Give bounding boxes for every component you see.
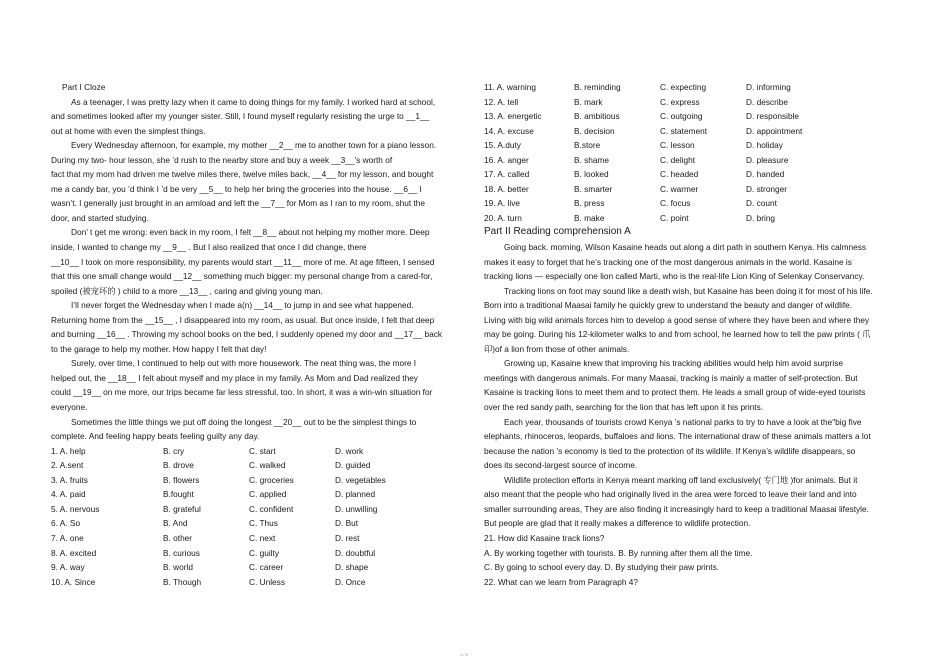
- option-choice: B.fought: [163, 489, 194, 500]
- passage-line: could __19__ on me more, our trips became far less stressful, too. In short, it was a win-win situation for: [51, 387, 433, 398]
- passage-line: Living with big wild animals forces him to develop a good sense of where they have been and where they: [484, 314, 870, 325]
- option-choice: D. stronger: [746, 183, 788, 194]
- option-choice: B. press: [574, 198, 605, 209]
- option-row: [484, 211, 904, 226]
- passage-line: inside, I wanted to change my __9__ . But I also realized that once I did change, there: [51, 242, 367, 253]
- option-choice: D. appointment: [746, 125, 803, 136]
- passage-line: fact that my mom had driven me twelve miles there, twelve miles back, __4__ for my lesson, and bought: [51, 169, 434, 180]
- option-choice: C. Thus: [249, 518, 278, 529]
- option-choice: B. And: [163, 518, 188, 529]
- option-choice: 18. A. better: [484, 183, 529, 194]
- option-choice: 17. A. called: [484, 169, 530, 180]
- option-choice: D. holiday: [746, 140, 783, 151]
- option-choice: C. guilty: [249, 547, 279, 558]
- option-choice: C. next: [249, 532, 276, 543]
- option-choice: 11. A. warning: [484, 82, 536, 92]
- passage-line: 21. How did Kasaine track lions?: [484, 532, 605, 543]
- reading-passage: [484, 240, 904, 589]
- option-choice: D. handed: [746, 169, 785, 180]
- option-choice: D. work: [335, 445, 364, 456]
- option-choice: B.store: [574, 140, 601, 151]
- option-choice: D. guided: [335, 460, 371, 471]
- option-row: [51, 487, 464, 502]
- passage-line: Tracking lions on foot may sound like a death wish, but Kasaine has been doing it for most of his life.: [504, 285, 873, 296]
- option-choice: 20. A. turn: [484, 212, 522, 223]
- option-row: [484, 95, 904, 110]
- option-choice: D. responsible: [746, 111, 800, 122]
- option-row: [51, 546, 464, 561]
- option-choice: B. ambitious: [574, 111, 620, 122]
- option-row: [51, 575, 464, 590]
- passage-line: __10__ I took on more responsibility, my parents would start __11__ more of me. At age fifteen, I sensed: [51, 256, 435, 267]
- part-two-title: Part II Reading comprehension A: [484, 226, 631, 238]
- option-choice: D. bring: [746, 212, 776, 223]
- option-choice: 9. A. way: [51, 562, 85, 573]
- option-row: [51, 444, 464, 459]
- passage-line: A. By working together with tourists. B. By running after them all the time.: [484, 547, 753, 558]
- passage-line: Don’ t get me wrong: even back in my room, I felt __8__ about not helping my mother more. Deep: [71, 227, 430, 238]
- option-choice: 16. A. anger: [484, 154, 529, 165]
- passage-line: Each year, thousands of tourists crowd Kenya ’s national parks to try to have a look at the"big five: [504, 416, 862, 427]
- option-choice: C. confident: [249, 503, 294, 514]
- option-row: [484, 182, 904, 197]
- passage-line: complete. And feeling happy beats feeling guilty any day.: [51, 431, 260, 442]
- passage-line: Born into a traditional Maasai family he quickly grew to understand the beauty and danger of wildlife.: [484, 300, 853, 311]
- passage-line: everyone.: [51, 402, 88, 413]
- option-choice: 15. A.duty: [484, 140, 521, 151]
- option-row: [484, 124, 904, 139]
- option-choice: D. unwilling: [335, 503, 378, 514]
- option-choice: B. mark: [574, 96, 603, 107]
- passage-line: that this one small change would __12__ something much bigger: my personal change from a cared-for,: [51, 271, 433, 282]
- option-choice: C. walked: [249, 460, 286, 471]
- part-one-title: Part I Cloze: [62, 82, 106, 92]
- passage-line: out at home with even the simplest things.: [51, 125, 206, 136]
- option-choice: B. curious: [163, 547, 200, 558]
- cloze-options: [51, 444, 464, 589]
- option-choice: B. flowers: [163, 474, 200, 485]
- passage-line: to the garage to help my mother. How happy I felt that day!: [51, 343, 267, 354]
- passage-line: tracking lions — especially one lion called Marti, who is the real-life Lion King of Selenkay Conservancy.: [484, 271, 865, 282]
- passage-line: But people are glad that it really makes a difference to wildlife protection.: [484, 518, 751, 529]
- passage-line: During my two- hour lesson, she ’d rush to the nearby store and buy a week __3__’s worth of: [51, 154, 393, 165]
- passage-line: 印)of a lion from those of other animals.: [484, 343, 630, 354]
- left-column: [51, 80, 464, 589]
- option-row: [484, 196, 904, 211]
- option-choice: B. grateful: [163, 503, 201, 514]
- option-choice: C. delight: [660, 154, 696, 165]
- option-choice: D. rest: [335, 532, 360, 543]
- option-row: [484, 138, 904, 153]
- option-row: [484, 80, 904, 95]
- passage-line: over the red sandy path, searching for the lion that has left upon it his prints.: [484, 402, 764, 413]
- option-row: [51, 502, 464, 517]
- passage-line: also meant that the people who had originally lived in the area were forced to leave their land and into: [484, 489, 857, 500]
- option-choice: D. doubtful: [335, 547, 376, 558]
- cloze-options-continued: [484, 80, 904, 225]
- passage-line: door, and started studying.: [51, 212, 149, 223]
- option-choice: B. make: [574, 212, 605, 223]
- option-row: [51, 531, 464, 546]
- option-choice: D. But: [335, 518, 359, 529]
- option-choice: 14. A. excuse: [484, 125, 534, 136]
- option-choice: B. Though: [163, 576, 202, 587]
- passage-line: and burning __16__ . Throwing my school books on the bed, I suddenly opened my door and __17__ back: [51, 329, 442, 340]
- option-choice: 7. A. one: [51, 532, 84, 543]
- option-choice: C. headed: [660, 169, 699, 180]
- option-choice: C. point: [660, 212, 689, 223]
- passage-line: Growing up, Kasaine knew that improving his tracking abilities would help him avoid surprise: [504, 358, 843, 369]
- passage-line: 22. What can we learn from Paragraph 4?: [484, 576, 639, 587]
- option-choice: B. shame: [574, 154, 610, 165]
- option-choice: C. career: [249, 562, 284, 573]
- option-choice: B. decision: [574, 125, 615, 136]
- option-choice: C. Unless: [249, 576, 285, 587]
- passage-line: and sometimes looked after my younger sister. Still, I found myself regularly resisting the urge to __1__: [51, 111, 430, 122]
- page-footer: 1 / 5: [460, 652, 468, 657]
- option-choice: 19. A. live: [484, 198, 520, 209]
- option-choice: B. smarter: [574, 183, 613, 194]
- passage-line: Every Wednesday afternoon, for example, my mother __2__ me to another town for a piano lesson.: [71, 140, 437, 151]
- option-row: [484, 109, 904, 124]
- right-column: [484, 80, 904, 589]
- option-choice: 6. A. So: [51, 518, 81, 529]
- option-choice: 2. A.sent: [51, 460, 84, 471]
- option-choice: 12. A. tell: [484, 96, 519, 107]
- passage-line: helped out, the __18__ I felt about myself and my place in my family. As Mom and Dad realized they: [51, 372, 418, 383]
- option-choice: B. drove: [163, 460, 194, 471]
- option-choice: D. Once: [335, 576, 366, 587]
- passage-line: As a teenager, I was pretty lazy when it came to doing things for my family. I worked hard at school,: [71, 96, 436, 107]
- option-choice: 1. A. help: [51, 445, 86, 456]
- option-choice: C. groceries: [249, 474, 294, 485]
- option-choice: 10. A. Since: [51, 576, 96, 587]
- option-choice: B. world: [163, 562, 193, 573]
- passage-line: spoiled (被宠坏的 ) child to a more __13__ , caring and giving young man.: [51, 285, 323, 296]
- option-choice: D. describe: [746, 96, 788, 107]
- option-choice: C. focus: [660, 198, 691, 209]
- option-row: [484, 153, 904, 168]
- option-choice: D. vegetables: [335, 474, 386, 485]
- passage-line: makes it easy to forget that he’s tracking one of the most dangerous animals in the world. Kasaine is: [484, 256, 852, 267]
- passage-line: Returning home from the __15__ , I disappeared into my room, as usual. But once inside, I felt that deep: [51, 314, 435, 325]
- option-choice: B. looked: [574, 169, 609, 180]
- passage-line: does its second-largest source of income.: [484, 460, 638, 471]
- passage-line: Going back. morning, Wilson Kasaine heads out along a dirt path in southern Kenya. His calmness: [504, 242, 867, 253]
- option-choice: C. outgoing: [660, 111, 703, 122]
- passage-line: Wildlife protection efforts in Kenya meant marking off land exclusively( 专门地 )for animals. But it: [504, 474, 858, 485]
- option-row: [51, 560, 464, 575]
- option-choice: D. informing: [746, 82, 791, 92]
- passage-line: elephants, rhinoceros, leopards, buffaloes and lions. The international draw of these animals matters a lot: [484, 431, 871, 442]
- option-choice: 5. A. nervous: [51, 503, 100, 514]
- option-choice: C. express: [660, 96, 700, 107]
- passage-line: because the nation ’s economy is tied to the protection of its wildlife. If Kenya’s wildlife disappears, so: [484, 445, 856, 456]
- passage-line: Surely, over time, I continued to help out with more housework. The neat thing was, the more I: [71, 358, 417, 369]
- passage-line: wasn’t. I generally just brought in an armload and left the __7__ for Mom as I ran to my room, shut the: [51, 198, 426, 209]
- option-choice: D. planned: [335, 489, 376, 500]
- passage-line: C. By going to school every day. D. By studying their paw prints.: [484, 562, 720, 573]
- passage-line: may be going. During his 12-kilometer walks to and from school, he learned how to tell the paw prints ( 爪: [484, 329, 871, 340]
- option-choice: D. shape: [335, 562, 369, 573]
- passage-line: meetings with dangerous animals. For many Maasai, tracking is mainly a matter of self-protection. But: [484, 372, 858, 383]
- passage-line: Kasaine is tracking lions to meet them and to protect them. He leads a small group of wide-eyed tourists: [484, 387, 866, 398]
- option-choice: C. statement: [660, 125, 708, 136]
- passage-line: me a candy bar, you ’d think I ’d be very __5__ to help her bring the groceries into the house. __6__ I: [51, 183, 422, 194]
- option-choice: 8. A. excited: [51, 547, 97, 558]
- option-choice: 13. A. energetic: [484, 111, 542, 122]
- option-choice: 3. A. fruits: [51, 474, 88, 485]
- option-row: [51, 473, 464, 488]
- option-choice: D. pleasure: [746, 154, 789, 165]
- passage-line: smaller surrounding areas, They are also finding it increasingly hard to keep a traditional Maasai lifestyle.: [484, 503, 869, 514]
- passage-line: Sometimes the little things we put off doing the longest __20__ out to be the simplest things to: [71, 416, 417, 427]
- option-row: [51, 516, 464, 531]
- option-row: [51, 458, 464, 473]
- passage-line: I’ll never forget the Wednesday when I made a(n) __14__ to jump in and see what happened.: [71, 300, 414, 311]
- option-choice: C. warmer: [660, 183, 699, 194]
- option-choice: C. expecting: [660, 82, 707, 92]
- option-choice: C. lesson: [660, 140, 695, 151]
- option-choice: C. start: [249, 445, 276, 456]
- option-choice: D. count: [746, 198, 777, 209]
- option-choice: 4. A. paid: [51, 489, 86, 500]
- option-row: [484, 167, 904, 182]
- option-choice: B. reminding: [574, 82, 621, 92]
- option-choice: B. other: [163, 532, 193, 543]
- option-choice: B. cry: [163, 445, 185, 456]
- option-choice: C. applied: [249, 489, 287, 500]
- cloze-passage: [51, 95, 464, 444]
